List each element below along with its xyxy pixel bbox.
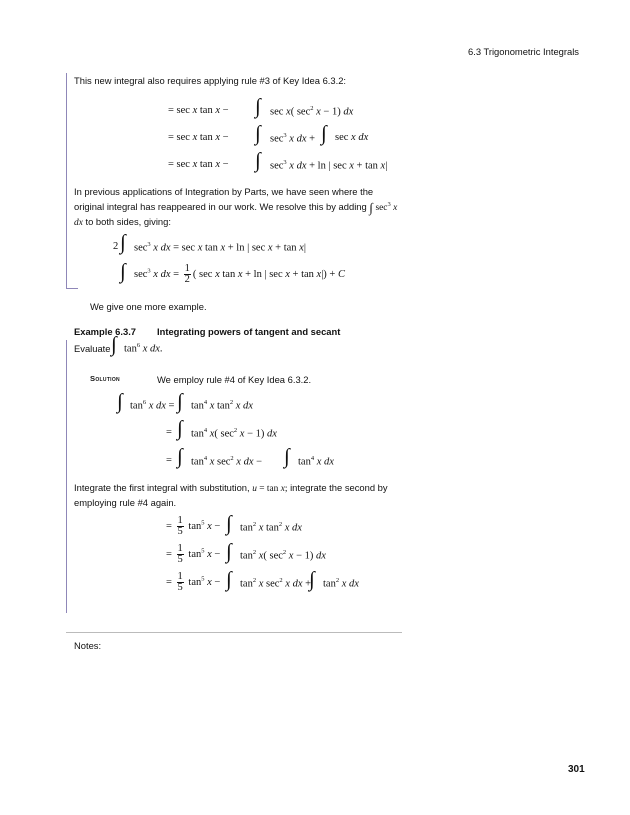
equation-line: $\tan^2 x$( $\sec^2 x - 1$) dx: [240, 549, 326, 562]
margin-bar-example: [66, 340, 67, 613]
running-header: 6.3 Trigonometric Integrals: [468, 46, 579, 57]
margin-bar: [66, 73, 67, 288]
integral-sign: ∫: [111, 332, 117, 356]
integral-sign: ∫: [177, 389, 183, 413]
equation-line: 2: [113, 241, 119, 252]
equation-line: $\tan^4 x$ dx: [298, 455, 334, 468]
example-label: Example 6.3.7: [74, 326, 137, 337]
integral-sign: ∫: [321, 121, 327, 145]
integral-sign: ∫: [117, 389, 123, 413]
equation-line: = sec x tan x −: [168, 132, 229, 143]
solution-text: We employ rule #4 of Key Idea 6.3.2.: [157, 374, 312, 385]
integral-sign: ∫: [255, 94, 261, 118]
equation-line: $\tan^6 x$ dx =: [130, 399, 175, 412]
notes-label: Notes:: [74, 640, 102, 651]
integral-sign: ∫: [226, 511, 232, 535]
integral-sign: ∫: [177, 416, 183, 440]
integral-sign: ∫: [255, 121, 261, 145]
paragraph-text: to both sides, giving:: [85, 216, 171, 228]
integral-sign: ∫: [120, 230, 126, 254]
equation-line: = $\frac{1}{5}$ $\tan^5 x$ −: [166, 543, 221, 565]
equation-line: $\tan^4 x$( $\sec^2 x - 1$) dx: [191, 427, 277, 440]
paragraph-text: Integrate the first integral with substitution,: [74, 482, 250, 493]
example-title: Integrating powers of tangent and secant: [157, 326, 341, 337]
equation-line: =: [166, 455, 172, 466]
equation-line: $\tan^4 x$ $\sec^2 x$ dx −: [191, 455, 263, 468]
paragraph-text: integrate the second by employing rule #4 again.: [74, 482, 388, 508]
equation-line: $\tan^2 x$ dx: [323, 577, 359, 590]
equation-line: = sec x tan x −: [168, 159, 229, 170]
paragraph-text: In previous applications of Integration by Parts, we have seen where the original integral has reappeared in our work. We resolve this by adding: [74, 186, 374, 213]
solution-label: Solution: [90, 374, 120, 383]
integral-sign: ∫: [255, 148, 261, 172]
equation-line: = $\frac{1}{5}$ $\tan^5 x$ −: [166, 515, 221, 537]
equation-line: sec x( $\sec^2 x - 1$) dx: [270, 105, 354, 118]
equation-line: $\sec^3 x$ dx +: [270, 132, 316, 145]
equation-line: $\tan^2 x$ $\tan^2 x$ dx: [240, 521, 302, 534]
equation-line: = sec x tan x −: [168, 105, 229, 116]
inline-math: $\sec^3 x$ dx: [74, 201, 398, 229]
integral-sign: ∫: [309, 567, 315, 591]
equation-line: $\tan^4 x$ $\tan^2 x$ dx: [191, 399, 253, 412]
integral-sign: ∫: [177, 444, 183, 468]
equation-line: $\tan^2 x$ $\sec^2 x$ dx +: [240, 577, 312, 590]
equation-line: = $\frac{1}{5}$ $\tan^5 x$ −: [166, 571, 221, 593]
integral-sign: ∫: [120, 259, 126, 283]
integral-sign: ∫: [226, 539, 232, 563]
integral-sign: ∫: [226, 567, 232, 591]
paragraph-transition: We give one more example.: [90, 301, 207, 312]
equation-line: $\sec^3 x$ dx + ln | sec x + tan x|: [270, 159, 388, 172]
evaluate-label: Evaluate: [74, 343, 111, 354]
equation-line: sec x dx: [335, 132, 369, 143]
paragraph-explanation: [74, 185, 404, 230]
paragraph-substitution: [74, 481, 406, 509]
margin-bar-foot: [66, 288, 78, 289]
notes-divider: [66, 632, 402, 633]
page-number: 301: [568, 764, 585, 775]
equation-line: $\sec^3 x$ dx = $\frac{1}{2}$ ( sec x tan x + ln | sec x + tan x|) + C: [134, 263, 345, 285]
paragraph-intro: This new integral also requires applying rule #3 of Key Idea 6.3.2:: [74, 75, 347, 86]
equation-line: $\sec^3 x$ dx = sec x tan x + ln | sec x + tan x|: [134, 241, 306, 254]
equation-line: =: [166, 427, 172, 438]
integral-sign: ∫: [284, 444, 290, 468]
inline-math: u = tan x;: [252, 484, 288, 494]
integral-sign: ∫: [369, 200, 373, 216]
evaluate-expression: $\tan^6 x$ dx.: [124, 342, 163, 355]
